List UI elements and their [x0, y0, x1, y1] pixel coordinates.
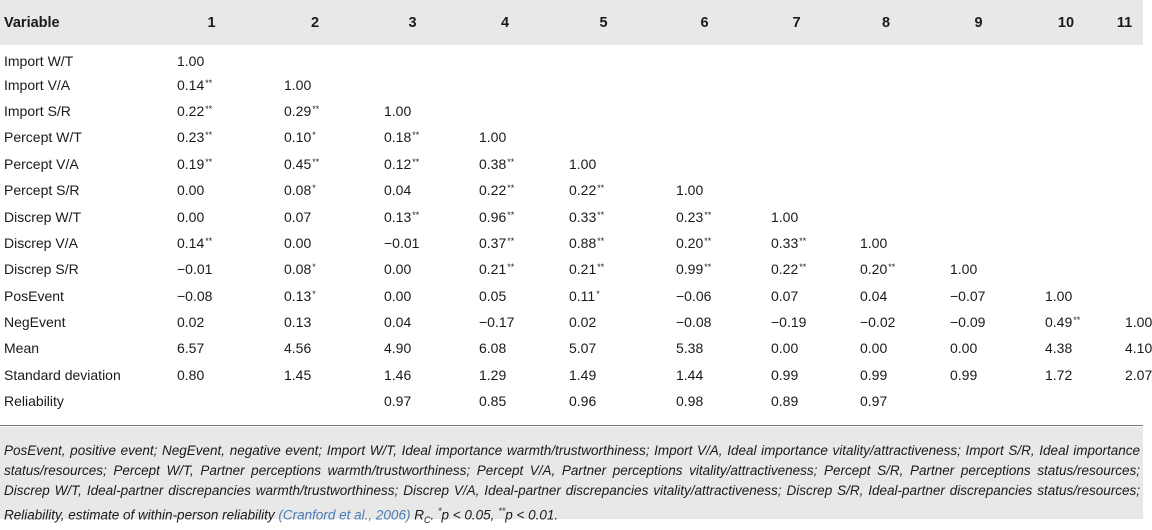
table-cell: 1.00: [177, 53, 205, 70]
r-symbol: R: [414, 507, 424, 523]
table-cell: 1.46: [384, 366, 412, 383]
p-single-mark: *: [437, 506, 442, 516]
table-cell: 0.00: [950, 340, 978, 357]
table-row: [0, 335, 1143, 361]
header-col-10: 10: [1057, 14, 1075, 31]
table-cell: 2.07: [1125, 366, 1152, 383]
table-cell: 0.49**: [1045, 314, 1081, 331]
table-row: [0, 309, 1143, 335]
table-row: [0, 151, 1143, 177]
table-cell: [752, 71, 841, 97]
table-cell: [752, 45, 841, 71]
table-cell: 0.14**: [177, 76, 213, 93]
table-row: [0, 71, 1143, 97]
table-cell: [460, 71, 550, 97]
table-cell: [1106, 283, 1143, 309]
table-cell: 0.96: [569, 393, 597, 410]
table-cell: 0.97: [384, 393, 412, 410]
table-cell: 0.22**: [479, 182, 515, 199]
table-cell: 0.99: [860, 366, 888, 383]
table-cell: 0.04: [860, 287, 888, 304]
table-cell: [1106, 151, 1143, 177]
row-variable-label: Discrep W/T: [4, 208, 81, 225]
table-cell: [1106, 203, 1143, 229]
table-cell: 1.00: [284, 76, 312, 93]
header-variable: Variable: [4, 14, 60, 31]
table-cell: 0.33**: [771, 234, 807, 251]
table-cell: [460, 98, 550, 124]
table-cell: [931, 177, 1026, 203]
table-cell: 1.00: [569, 155, 597, 172]
table-cell: [265, 45, 365, 71]
p-double-text: p < 0.01.: [505, 507, 559, 523]
table-cell: 0.14**: [177, 234, 213, 251]
table-cell: [550, 98, 657, 124]
table-cell: 0.20**: [676, 234, 712, 251]
table-cell: [1106, 45, 1143, 71]
table-cell: [931, 203, 1026, 229]
table-cell: [1026, 203, 1106, 229]
table-cell: 0.04: [384, 182, 412, 199]
table-cell: −0.02: [860, 314, 896, 331]
table-cell: [841, 98, 931, 124]
table-cell: 0.04: [384, 314, 412, 331]
table-cell: [752, 124, 841, 150]
table-cell: 0.19**: [177, 155, 213, 172]
table-cell: 1.00: [479, 129, 507, 146]
table-cell: 0.13*: [284, 287, 316, 304]
table-cell: 0.12**: [384, 155, 420, 172]
table-cell: 0.13: [284, 314, 312, 331]
table-cell: 0.99**: [676, 261, 712, 278]
table-cell: 0.00: [384, 287, 412, 304]
table-cell: [841, 71, 931, 97]
table-cell: 0.11*: [569, 287, 600, 304]
table-cell: 0.37**: [479, 234, 515, 251]
table-cell: 0.23**: [676, 208, 712, 225]
table-cell: 1.29: [479, 366, 507, 383]
table-cell: [657, 124, 752, 150]
header-col-11: 11: [1116, 14, 1133, 31]
table-cell: −0.19: [771, 314, 807, 331]
table-cell: 0.99: [950, 366, 978, 383]
table-cell: 0.00: [860, 340, 888, 357]
table-cell: 1.00: [950, 261, 978, 278]
r-subscript: C: [423, 515, 431, 526]
table-cell: [1106, 177, 1143, 203]
table-row: [0, 256, 1143, 282]
row-variable-label: Mean: [4, 340, 40, 357]
table-cell: 1.45: [284, 366, 312, 383]
table-cell: [841, 151, 931, 177]
table-cell: [841, 203, 931, 229]
table-cell: 0.07: [771, 287, 799, 304]
table-body: [0, 45, 1152, 414]
p-double-mark: **: [498, 506, 506, 516]
table-cell: 4.38: [1045, 340, 1073, 357]
table-cell: 1.72: [1045, 366, 1073, 383]
table-cell: [752, 98, 841, 124]
table-row: [0, 124, 1143, 150]
row-variable-label: Import S/R: [4, 102, 71, 119]
table-cell: 0.08*: [284, 182, 316, 199]
table-row: [0, 362, 1143, 388]
header-col-2: 2: [310, 14, 320, 31]
table-cell: [657, 71, 752, 97]
table-cell: 0.98: [676, 393, 704, 410]
header-col-5: 5: [599, 14, 608, 31]
table-cell: [841, 45, 931, 71]
header-col-9: 9: [974, 14, 983, 31]
table-cell: 0.96**: [479, 208, 515, 225]
table-cell: 0.33**: [569, 208, 605, 225]
note-definitions: PosEvent, positive event; NegEvent, negative event; Import W/T, Ideal importance warmth/trustworthiness; Import V/A, Ideal importance vitality/attractiveness; Import S/R, Ideal importance status/resources; Percept W/T, Partner perceptions warmth/trustworthiness; Percept V/A, Partner perceptions vitality/attractiveness; Percept S/R, Partner perceptions status/resources; Discrep W/T, Ideal-partner discrepancies warmth/trustworthiness; Discrep V/A, Ideal-partner discrepancies vitality/attractiveness; Discrep S/R, Ideal-partner discrepancies status/resources; Reliability, estimate of within-person reliability: [4, 443, 1140, 523]
table-cell: [365, 45, 460, 71]
table-cell: 1.44: [676, 366, 704, 383]
row-variable-label: Percept S/R: [4, 182, 80, 199]
table-cell: 0.07: [284, 208, 312, 225]
table-cell: [1106, 71, 1143, 97]
table-cell: [365, 71, 460, 97]
table-row: [0, 177, 1143, 203]
table-cell: [460, 45, 550, 71]
table-cell: [931, 230, 1026, 256]
table-cell: 0.29**: [284, 102, 320, 119]
table-cell: [752, 177, 841, 203]
row-variable-label: Reliability: [4, 393, 64, 410]
table-cell: 0.22**: [177, 102, 213, 119]
table-cell: 0.45**: [284, 155, 320, 172]
row-variable-label: Percept V/A: [4, 155, 79, 172]
table-cell: [1026, 71, 1106, 97]
table-cell: 6.08: [479, 340, 507, 357]
table-row: [0, 45, 1143, 71]
table-cell: [1106, 124, 1143, 150]
table-cell: [1026, 45, 1106, 71]
table-row: [0, 98, 1143, 124]
table-cell: 0.22**: [569, 182, 605, 199]
citation-link[interactable]: (Cranford et al., 2006): [278, 507, 411, 523]
table-row: [0, 230, 1143, 256]
table-cell: −0.09: [950, 314, 986, 331]
table-cell: 0.00: [771, 340, 799, 357]
header-col-8: 8: [881, 14, 891, 31]
table-cell: [1026, 388, 1106, 414]
table-cell: [1026, 151, 1106, 177]
table-cell: [931, 151, 1026, 177]
table-cell: [931, 98, 1026, 124]
table-cell: 0.00: [384, 261, 412, 278]
table-cell: 0.23**: [177, 129, 213, 146]
table-cell: [1026, 230, 1106, 256]
table-cell: 0.00: [177, 182, 205, 199]
table-cell: [1026, 177, 1106, 203]
table-cell: 1.00: [860, 234, 888, 251]
table-header-row: [0, 0, 1143, 45]
table-cell: [1026, 256, 1106, 282]
header-col-1: 1: [207, 14, 216, 31]
table-cell: 0.22**: [771, 261, 807, 278]
table-cell: 5.07: [569, 340, 597, 357]
table-cell: [1106, 230, 1143, 256]
p-single-text: p < 0.05,: [441, 507, 495, 523]
table-cell: 5.38: [676, 340, 704, 357]
table-cell: [550, 124, 657, 150]
table-cell: [265, 388, 365, 414]
table-cell: 0.13**: [384, 208, 420, 225]
table-cell: [752, 151, 841, 177]
table-cell: 0.21**: [479, 261, 515, 278]
table-cell: −0.01: [177, 261, 213, 278]
table-cell: 4.10: [1125, 340, 1152, 357]
table-cell: 1.00: [1045, 287, 1073, 304]
header-col-4: 4: [500, 14, 510, 31]
row-variable-label: Standard deviation: [4, 366, 121, 383]
table-cell: −0.08: [676, 314, 712, 331]
table-cell: [550, 45, 657, 71]
header-col-3: 3: [408, 14, 417, 31]
table-cell: −0.01: [384, 234, 420, 251]
table-cell: [1026, 98, 1106, 124]
table-cell: [931, 71, 1026, 97]
table-cell: [550, 71, 657, 97]
table-cell: 1.00: [1125, 314, 1152, 331]
table-cell: [931, 124, 1026, 150]
table-cell: [931, 45, 1026, 71]
table-row: [0, 388, 1143, 414]
table-cell: 0.85: [479, 393, 507, 410]
row-variable-label: PosEvent: [4, 287, 64, 304]
table-cell: 0.38**: [479, 155, 515, 172]
table-note-text: PosEvent, positive event; NegEvent, negative event; Import W/T, Ideal importance warmth/trustworthiness; Import V/A, Ideal importance vitality/attractiveness; Import S/R, Ideal importance status/resources; Percept W/T, Partner perceptions warmth/trustworthiness; Percept V/A, Partner perceptions vitality/attractiveness; Percept S/R, Partner perceptions status/resources; Discrep W/T, Ideal-partner discrepancies warmth/trustworthiness; Discrep V/A, Ideal-partner discrepancies vitality/attractiveness; Discrep S/R, Ideal-partner discrepancies status/resources; Reliability, estimate of within-person reliability (Cranford et al., 2006) $R_C$. *p < 0.05, **p < 0.01.: [4, 443, 1140, 526]
table-cell: 0.88**: [569, 234, 605, 251]
row-variable-label: Import W/T: [4, 53, 74, 70]
table-cell: 1.00: [676, 182, 704, 199]
table-cell: 0.08*: [284, 261, 316, 278]
table-row: [0, 283, 1143, 309]
table-cell: 0.00: [284, 234, 312, 251]
table-cell: [1026, 124, 1106, 150]
header-col-7: 7: [792, 14, 801, 31]
table-cell: 0.97: [860, 393, 888, 410]
table-cell: 0.18**: [384, 129, 420, 146]
table-cell: [657, 45, 752, 71]
table-cell: 4.56: [284, 340, 312, 357]
table-cell: 1.49: [569, 366, 597, 383]
table-cell: 0.02: [569, 314, 597, 331]
table-cell: 0.00: [177, 208, 205, 225]
table-cell: −0.06: [676, 287, 712, 304]
table-cell: [1106, 388, 1143, 414]
table-cell: [841, 124, 931, 150]
row-variable-label: Discrep S/R: [4, 261, 79, 278]
row-variable-label: Import V/A: [4, 76, 71, 93]
table-cell: [1106, 98, 1143, 124]
table-cell: 6.57: [177, 340, 205, 357]
table-cell: 0.80: [177, 366, 205, 383]
table-cell: [657, 98, 752, 124]
table-cell: [841, 177, 931, 203]
table-cell: 0.10*: [284, 129, 316, 146]
table-cell: [1106, 256, 1143, 282]
table-cell: −0.07: [950, 287, 986, 304]
table-cell: 1.00: [384, 102, 412, 119]
table-note: [0, 427, 1143, 526]
table-cell: 0.20**: [860, 261, 896, 278]
table-cell: −0.17: [479, 314, 515, 331]
table-row: [0, 203, 1143, 229]
header-col-6: 6: [700, 14, 709, 31]
table-cell: 0.05: [479, 287, 507, 304]
row-variable-label: NegEvent: [4, 314, 66, 331]
table-cell: [158, 388, 265, 414]
table-cell: 0.89: [771, 393, 799, 410]
table-cell: 4.90: [384, 340, 412, 357]
row-variable-label: Discrep V/A: [4, 234, 78, 251]
table-cell: −0.08: [177, 287, 213, 304]
table-cell: [931, 388, 1026, 414]
table-cell: 0.99: [771, 366, 799, 383]
row-variable-label: Percept W/T: [4, 129, 82, 146]
table-cell: 0.21**: [569, 261, 605, 278]
table-cell: [657, 151, 752, 177]
table-bottom-rule: [0, 425, 1143, 426]
table-cell: 0.02: [177, 314, 205, 331]
table-cell: 1.00: [771, 208, 799, 225]
